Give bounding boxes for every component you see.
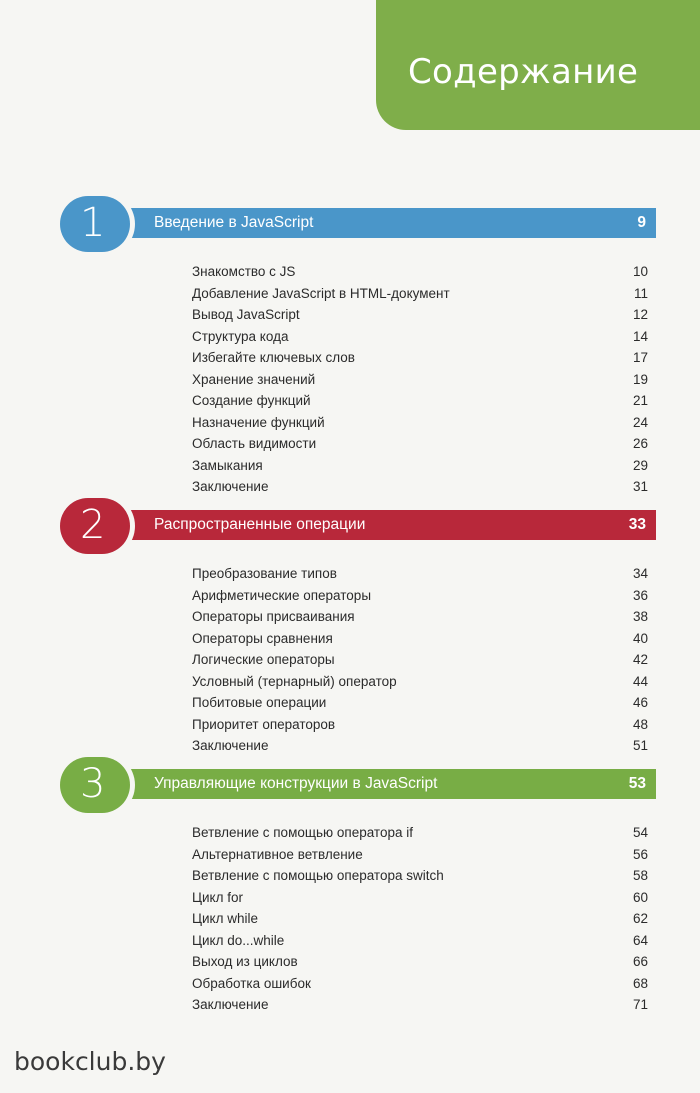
toc-entry-title: Условный (тернарный) оператор [192,673,397,689]
toc-entry-page: 56 [632,846,648,862]
chapter-2-title: Распространенные операции [154,516,366,533]
toc-entry[interactable] [192,693,648,715]
toc-entry-page: 14 [632,328,648,344]
chapter-1-bar[interactable] [100,208,656,238]
toc-entry[interactable] [192,391,648,413]
toc-entry-title: Цикл for [192,889,243,905]
toc-entry[interactable] [192,974,648,996]
toc-entry-page: 48 [632,716,648,732]
toc-entry-title: Область видимости [192,436,317,451]
toc-entry[interactable] [192,413,648,435]
toc-entry-title: Замыкания [192,457,263,473]
toc-entry[interactable] [192,456,648,478]
toc-entry-page: 36 [632,587,648,603]
chapter-1-number-badge [60,196,130,252]
toc-entry-page: 54 [632,825,648,840]
toc-entry[interactable] [192,327,648,349]
chapter-2-entries [192,564,648,758]
toc-entry[interactable] [192,715,648,737]
toc-entry-title: Обработка ошибок [192,975,311,991]
toc-entry[interactable] [192,866,648,888]
toc-entry[interactable] [192,931,648,953]
toc-entry-page: 40 [632,630,648,646]
toc-entry[interactable] [192,823,648,845]
toc-entry-title: Цикл do...while [192,932,285,948]
toc-entry-page: 60 [632,889,648,905]
toc-entry-title: Арифметические операторы [192,587,372,603]
toc-entry-title: Ветвление с помощью оператора if [192,825,413,840]
toc-entry-page: 44 [632,673,648,689]
chapter-2-number-badge [60,498,130,554]
toc-entry[interactable] [192,888,648,910]
chapter-3-entries [192,823,648,1017]
site-watermark: bookclub.by [14,1047,166,1076]
toc-entry-page: 68 [632,975,648,991]
toc-entry-title: Знакомство с JS [192,264,296,279]
chapter-3-number: 3 [80,761,106,807]
toc-entry[interactable] [192,909,648,931]
toc-entry-page: 71 [632,997,648,1012]
chapter-2-page: 33 [628,516,646,533]
toc-entry-title: Выход из циклов [192,954,298,969]
contents-header-banner [376,0,700,130]
toc-entry-page: 64 [632,932,648,948]
page-title: Содержание [408,52,639,92]
toc-entry-title: Назначение функций [192,414,325,430]
chapter-3-title: Управляющие конструкции в JavaScript [154,775,438,792]
toc-entry[interactable] [192,672,648,694]
toc-entry-title: Операторы присваивания [192,609,355,624]
toc-entry[interactable] [192,305,648,327]
toc-entry[interactable] [192,477,648,499]
toc-entry-title: Ветвление с помощью оператора switch [192,868,444,883]
toc-entry-title: Хранение значений [192,371,316,387]
toc-entry[interactable] [192,564,648,586]
toc-entry-title: Преобразование типов [192,566,337,581]
toc-entry-title: Заключение [192,479,269,494]
toc-entry[interactable] [192,370,648,392]
chapter-1-entries [192,262,648,499]
toc-entry[interactable] [192,995,648,1017]
toc-entry-page: 26 [632,436,648,451]
toc-entry-page: 66 [632,954,648,969]
chapter-1-number: 1 [80,200,106,246]
toc-entry-page: 29 [632,457,648,473]
toc-entry-title: Заключение [192,738,269,753]
toc-entry-title: Добавление JavaScript в HTML-документ [192,285,450,301]
toc-entry-title: Операторы сравнения [192,630,333,646]
toc-entry-page: 42 [632,652,648,667]
toc-entry[interactable] [192,586,648,608]
toc-entry[interactable] [192,607,648,629]
toc-entry-title: Вывод JavaScript [192,307,300,322]
toc-entry-page: 31 [632,479,648,494]
chapter-3-number-badge [60,757,130,813]
toc-entry-title: Заключение [192,997,269,1012]
toc-entry-page: 24 [632,414,648,430]
toc-entry[interactable] [192,845,648,867]
toc-entry-page: 62 [632,911,648,926]
chapter-1-page: 9 [637,214,646,231]
toc-entry[interactable] [192,262,648,284]
toc-entry[interactable] [192,736,648,758]
toc-entry-page: 10 [632,264,648,279]
toc-entry-page: 46 [632,695,648,710]
chapter-2-bar[interactable] [100,510,656,540]
toc-entry-page: 12 [632,307,648,322]
toc-entry[interactable] [192,434,648,456]
toc-entry-title: Побитовые операции [192,695,327,710]
toc-entry-title: Приоритет операторов [192,716,336,732]
chapter-1-title: Введение в JavaScript [154,214,314,231]
chapter-2-number: 2 [80,502,106,548]
toc-entry-page: 19 [632,371,648,387]
toc-entry[interactable] [192,629,648,651]
toc-entry-page: 51 [632,738,648,753]
toc-entry[interactable] [192,650,648,672]
toc-entry-title: Структура кода [192,328,289,344]
toc-entry-title: Цикл while [192,911,258,926]
chapter-3-page: 53 [628,775,646,792]
toc-entry[interactable] [192,348,648,370]
toc-entry-page: 17 [632,350,648,365]
toc-entry-title: Логические операторы [192,652,335,667]
chapter-3-bar[interactable] [100,769,656,799]
toc-entry-page: 21 [632,393,648,408]
toc-entry-title: Альтернативное ветвление [192,846,363,862]
toc-entry-title: Создание функций [192,393,311,408]
toc-entry-page: 11 [633,285,648,301]
toc-entry-page: 58 [632,868,648,883]
toc-entry[interactable] [192,952,648,974]
toc-entry[interactable] [192,284,648,306]
toc-entry-page: 34 [632,566,648,581]
toc-entry-title: Избегайте ключевых слов [192,350,355,365]
toc-entry-page: 38 [632,609,648,624]
